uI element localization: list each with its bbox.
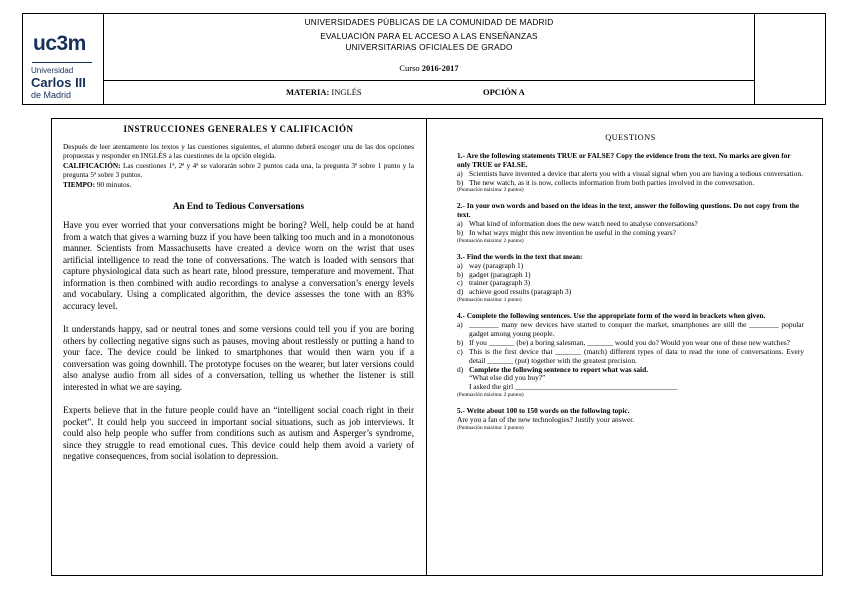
question-3-score: (Puntuación máxima: 1 punto) <box>457 297 522 304</box>
story-paragraph-3: Experts believe that in the future people could have an “intelligent social coach right in their pocket”. It could help you succeed in important social situations, such as job interviews. It could also help people who suffer from conditions such as autism and Asperger’s syndrome, since they struggle to read emotional cues. This device could help them avoid a variety of negative consequences, from social isolation to depression. <box>63 405 414 461</box>
item-text: achieve good results (paragraph 3) <box>469 287 572 297</box>
subject-label: MATERIA: <box>286 87 330 97</box>
question-5-heading: 5.- Write about 100 to 150 words on the following topic. <box>457 406 630 416</box>
logo-line-3: de Madrid <box>31 90 72 100</box>
item-label: a) <box>457 320 463 330</box>
question-4-d-heading: Complete the following sentence to report what was said. <box>469 364 649 374</box>
question-4-item-a <box>457 321 804 339</box>
grading-label: CALIFICACIÓN: <box>63 161 121 170</box>
header-title-line-2: EVALUACIÓN PARA EL ACCESO A LAS ENSEÑANZAS <box>320 31 538 41</box>
question-5-text: Are you a fan of the new technologies? Justify your answer. <box>457 415 635 425</box>
question-1-score: (Puntuación máxima: 2 puntos) <box>457 187 524 194</box>
grading-body: Las cuestiones 1ª, 2ª y 4ª se valorarán sobre 2 puntos cada una, la pregunta 3ª sobre 1 punto y la pregunta 5ª sobre 3 puntos. <box>63 161 414 179</box>
item-label: b) <box>457 177 464 187</box>
time-text <box>63 180 414 189</box>
item-text: What kind of information does the new watch need to analyse conversations? <box>469 219 698 228</box>
item-text: way (paragraph 1) <box>469 260 524 270</box>
header-divider <box>103 80 755 81</box>
instructions-text: Después de leer atentamente los textos y las cuestiones siguientes, el alumno deberá escoger una de las dos opciones propuestas y responder en INGLÉS a las cuestiones de la opción elegida. <box>63 142 414 160</box>
question-5-score: (Puntuación máxima: 3 puntos) <box>457 424 524 431</box>
time-body: 90 minutos. <box>95 180 132 189</box>
item-text: This is the first device that _______ (match) different types of data to read the tone of conversations. Every detail _______ (put) together with the greatest precision. <box>469 346 804 365</box>
question-2-item-b <box>457 229 804 238</box>
logo-divider <box>32 62 92 63</box>
question-2-heading: 2.- In your own words and based on the ideas in the text, answer the following questions. Do not copy from the text. <box>457 201 800 220</box>
course-label: Curso <box>399 63 420 73</box>
item-label: b) <box>457 269 464 279</box>
header-title-block <box>103 14 755 104</box>
question-4-heading: 4.- Complete the following sentences. Use the appropriate form of the word in brackets when given. <box>457 311 766 321</box>
item-text: If you _______ (be) a boring salesman, _______ would you do? Would you wear one of these new watches? <box>469 337 790 347</box>
question-4-d-answer-line: I asked the girl ____________________________________________ <box>469 382 678 392</box>
item-text: The new watch, as it is now, collects information from both parties involved in the conversation. <box>469 177 755 187</box>
header-blank-box <box>754 14 825 104</box>
reading-panel <box>51 118 427 576</box>
logo-brand: uc3m <box>33 32 86 55</box>
university-logo <box>23 14 104 104</box>
questions-panel <box>426 118 823 576</box>
question-4 <box>457 312 804 399</box>
option: OPCIÓN A <box>483 87 525 97</box>
item-label: a) <box>457 260 463 270</box>
item-label: a) <box>457 168 463 178</box>
item-label: d) <box>457 287 464 297</box>
question-3-heading: 3.- Find the words in the text that mean: <box>457 251 583 261</box>
header-title-line-1: UNIVERSIDADES PÚBLICAS DE LA COMUNIDAD DE MADRID <box>304 17 554 27</box>
question-2 <box>457 202 804 244</box>
subject-value: INGLÉS <box>331 87 362 97</box>
course-year <box>103 63 755 73</box>
item-text: Scientists have invented a device that alerts you with a visual signal when you are having a tedious conversation. <box>469 168 803 178</box>
question-1-heading: 1.- Are the following statements TRUE or FALSE? Copy the evidence from the text. No marks are given for only TRUE or FALSE. <box>457 151 791 169</box>
question-4-item-c <box>457 348 804 366</box>
question-4-score: (Puntuación máxima: 2 puntos) <box>457 392 524 399</box>
course-value: 2016-2017 <box>421 63 459 73</box>
grading-text <box>63 161 414 179</box>
item-label: b) <box>457 337 464 347</box>
question-5 <box>457 407 804 432</box>
questions-title: QUESTIONS <box>605 133 656 142</box>
question-4-d-quote: “What else did you buy?” <box>469 373 546 383</box>
item-label: c) <box>457 278 463 288</box>
logo-line-2: Carlos III <box>31 75 86 90</box>
item-text: ________ many new devices have started to conquer the market, smartphones are still the ________ popular gadget among young people. <box>469 320 804 338</box>
story-title: An End to Tedious Conversations <box>172 201 305 211</box>
question-3-item-d <box>457 288 804 297</box>
question-1 <box>457 152 804 194</box>
subject <box>286 87 362 97</box>
question-2-score: (Puntuación máxima: 2 puntos) <box>457 237 524 244</box>
item-text: In what ways might this new invention be useful in the coming years? <box>469 227 676 237</box>
instructions-title: INSTRUCCIONES GENERALES Y CALIFICACIÓN <box>123 124 354 134</box>
exam-header <box>22 13 826 105</box>
item-text: gadget (paragraph 1) <box>469 269 531 279</box>
story-paragraph-2: It understands happy, sad or neutral tones and some versions could tell you if you are boring others by collecting negative signs such as pauses, moving about restlessly or putting a hand to your face. The device could be linked to smartphones that would then warn you if a conversation was going downhill. The prototype focuses on the wearer, but later versions could also analyse audio from all sides of a conversation, telling us whether the listener is still interested in what we are saying. <box>63 324 414 392</box>
logo-line-1: Universidad <box>31 66 74 75</box>
header-title-line-3: UNIVERSITARIAS OFICIALES DE GRADO <box>345 42 513 52</box>
item-label: d) <box>457 364 464 374</box>
item-label: b) <box>457 227 464 237</box>
item-label: a) <box>457 219 463 228</box>
question-3 <box>457 253 804 304</box>
item-label: c) <box>457 346 463 356</box>
item-text: trainer (paragraph 3) <box>469 278 531 288</box>
story-paragraph-1: Have you ever worried that your conversations might be boring? Well, help could be at hand from a watch that gives a warning buzz if you have been talking too much and in a monotonous manner. Scientists from Massachusetts have created a device worn on the wrist that uses artificial intelligence to read the tone of conversations. The watch is loaded with sensors that capture physiological data such as heart rate, blood pressure, temperature and movement. That information is then combined with audio recordings to analyse a conversation’s energy levels and vocabulary. Using a complicated algorithm, the device assesses the tone with an 83% accuracy level. <box>63 220 414 311</box>
time-label: TIEMPO: <box>63 180 96 189</box>
